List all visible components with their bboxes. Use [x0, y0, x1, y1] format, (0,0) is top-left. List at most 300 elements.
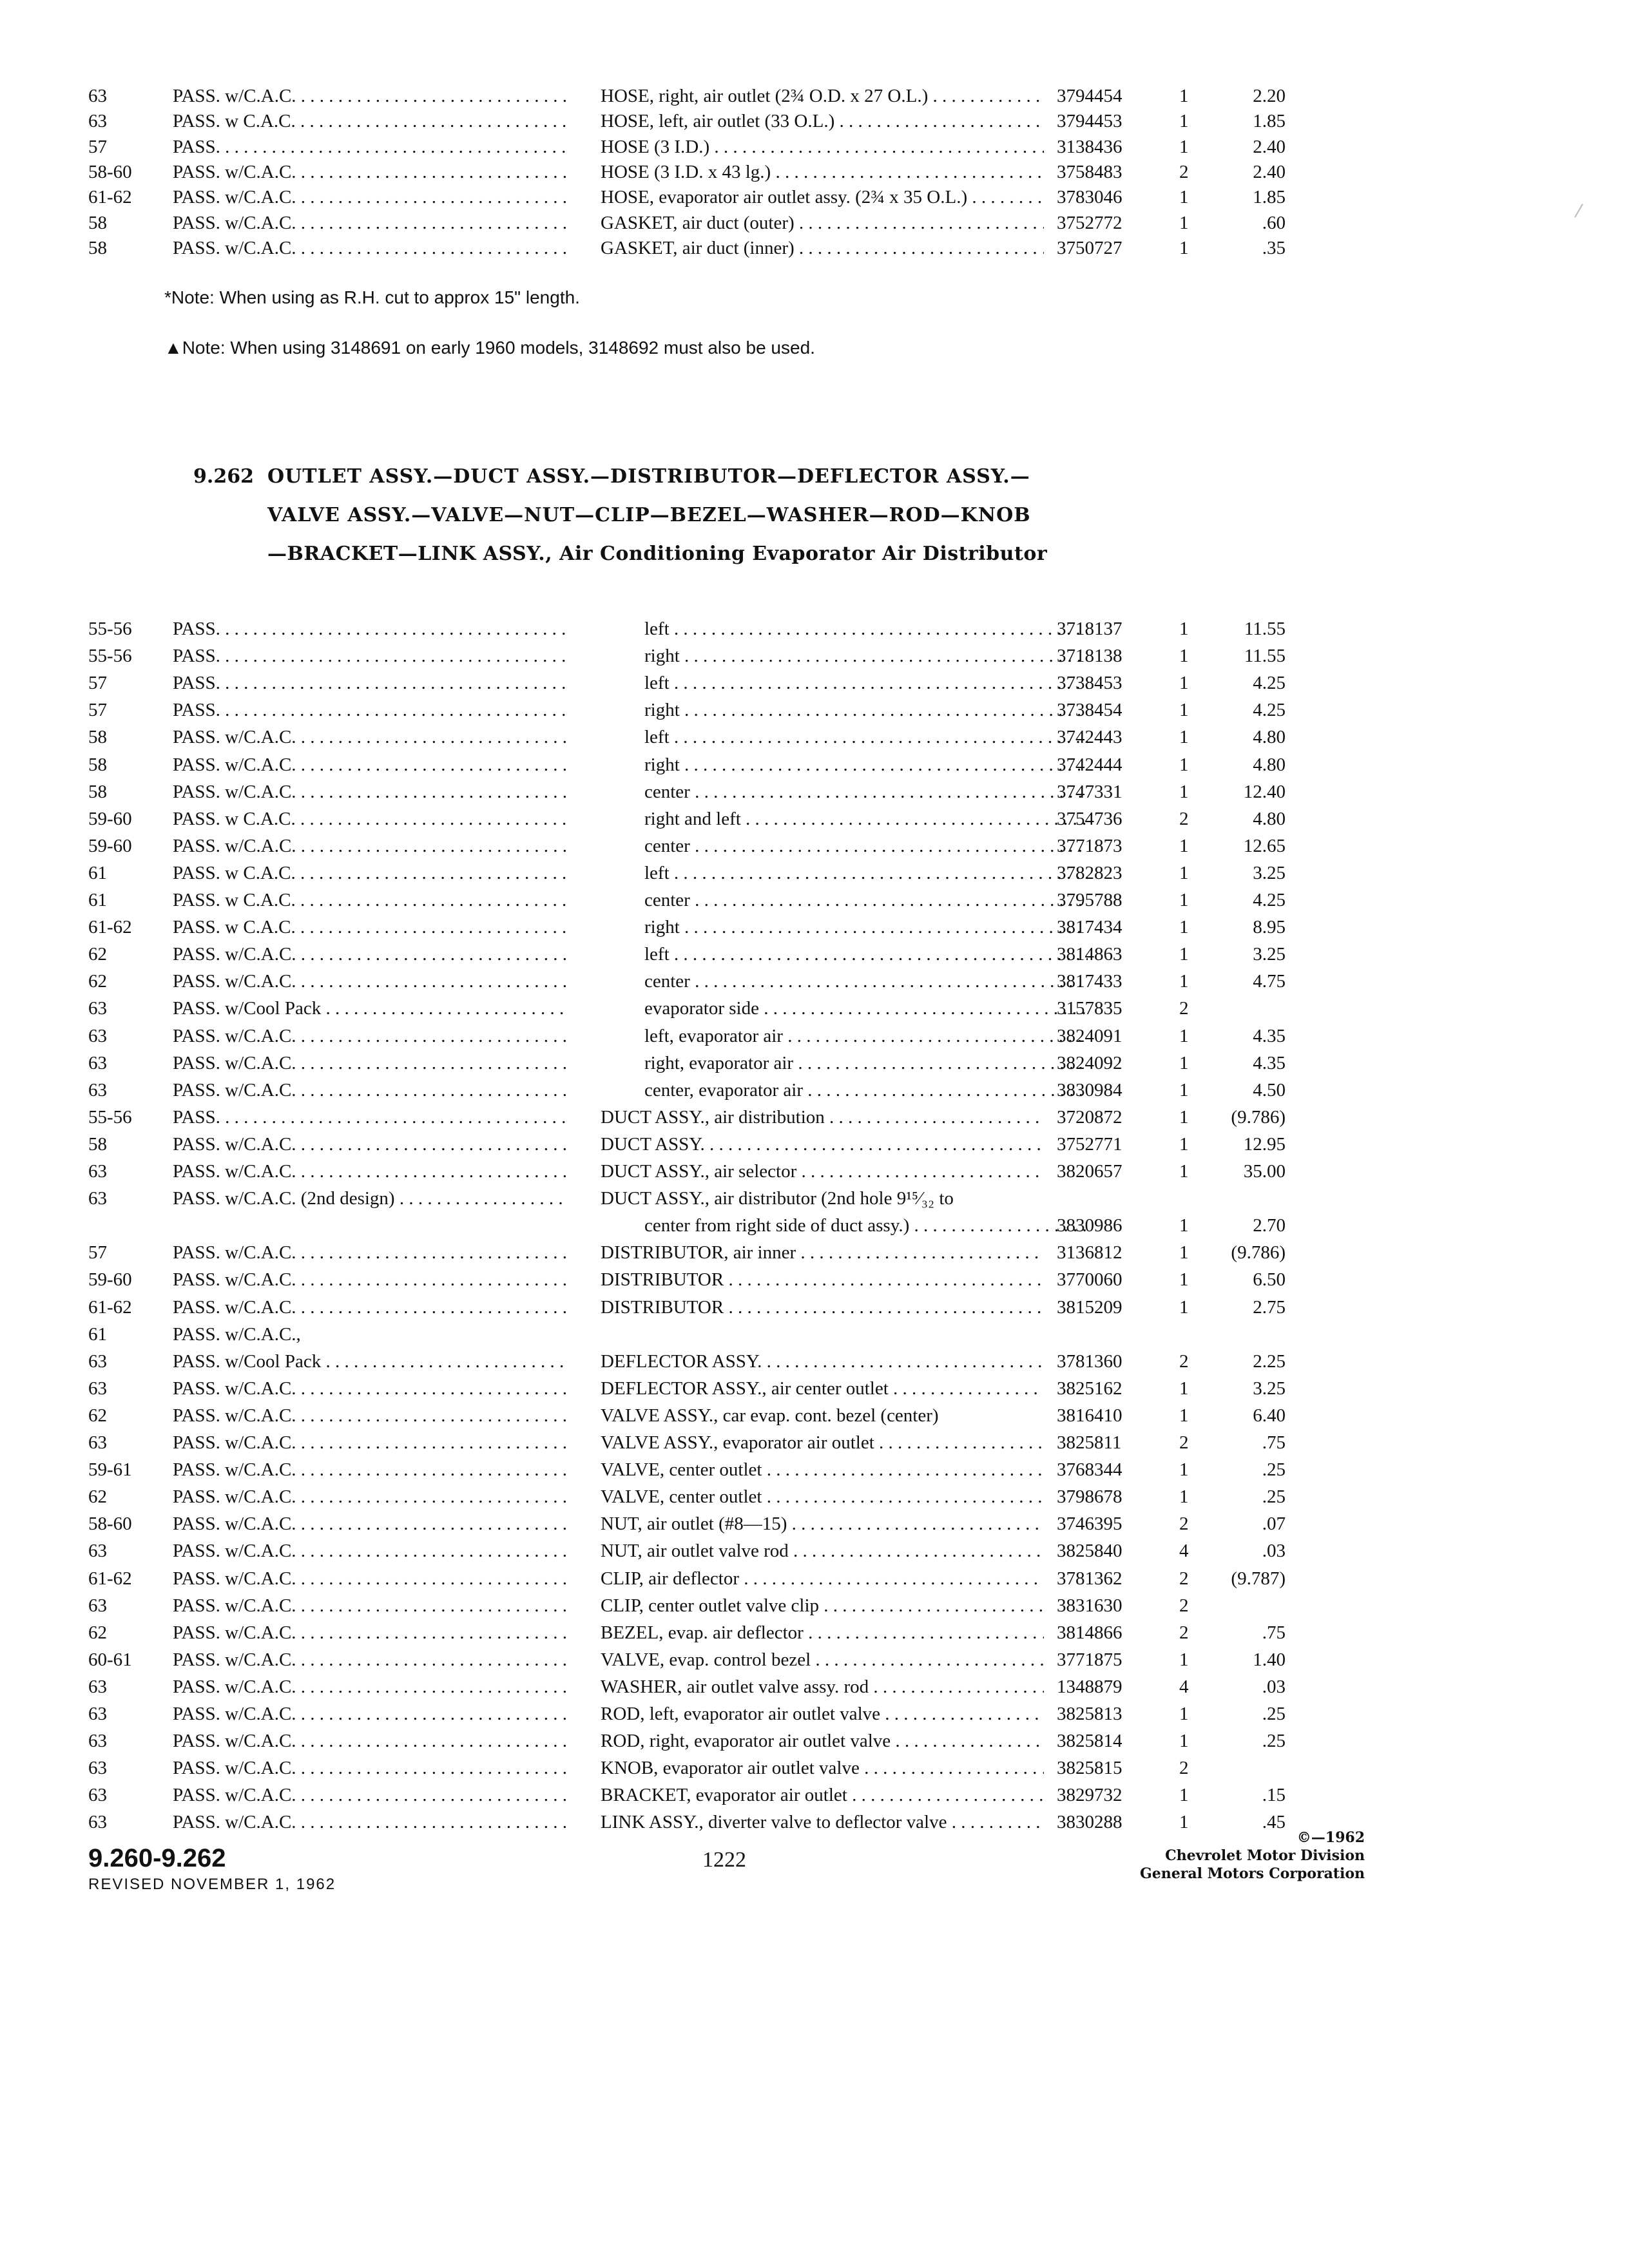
model-application: PASS. w/C.A.C. . . .: [173, 1429, 567, 1456]
part-number: 3817433: [1057, 971, 1123, 992]
part-number: 3817434: [1057, 917, 1123, 938]
table-row: [0, 1050, 1629, 1077]
part-number: 3815209: [1057, 1296, 1123, 1318]
model-year: 63: [88, 1052, 107, 1073]
model-application: PASS. w/C.A.C. . . .: [173, 941, 567, 968]
table-row: [0, 1782, 1629, 1809]
corporation-name: General Motors Corporation: [1139, 1865, 1365, 1882]
list-price: 4.25: [1253, 700, 1286, 721]
model-year: 62: [88, 1486, 107, 1508]
list-price: 6.40: [1253, 1405, 1286, 1426]
part-number: 3825815: [1057, 1758, 1123, 1779]
section-title-line-3: —BRACKET—LINK ASSY., Air Conditioning Evaporator Air Distributor: [267, 543, 1048, 565]
list-price: .75: [1262, 1622, 1286, 1643]
section-title-line-2: VALVE ASSY.—VALVE—NUT—CLIP—BEZEL—WASHER—ROD—KNOB: [267, 504, 1031, 526]
table-row: [0, 1266, 1629, 1293]
model-year: 57: [88, 700, 107, 721]
model-year: 58-60: [88, 1514, 132, 1535]
table-row: [0, 941, 1629, 968]
list-price: .35: [1262, 237, 1286, 258]
table-row: [0, 669, 1629, 697]
list-price: 4.35: [1253, 1052, 1286, 1073]
quantity: 1: [1179, 1106, 1189, 1128]
model-year: 55-56: [88, 1106, 132, 1128]
model-application: PASS. w/C.A.C. . . .: [173, 1131, 567, 1158]
part-number: 3830986: [1057, 1215, 1123, 1236]
table-row: [0, 697, 1629, 724]
part-description: DEFLECTOR ASSY., air center outlet . . .: [601, 1375, 1044, 1402]
part-number: 3747331: [1057, 781, 1123, 802]
part-description: DUCT ASSY., air distribution . . .: [601, 1104, 1044, 1131]
part-description: DUCT ASSY., air distributor (2nd hole 9¹⁵⁄₃₂ to: [601, 1188, 954, 1209]
table-row: [0, 133, 1629, 160]
list-price: 4.25: [1253, 890, 1286, 910]
table-row: [0, 778, 1629, 805]
quantity: 1: [1179, 646, 1189, 667]
list-price: 1.85: [1253, 111, 1286, 132]
part-number: 3771873: [1057, 835, 1123, 856]
quantity: 1: [1179, 1079, 1189, 1100]
model-year: 63: [88, 1378, 107, 1399]
model-application: PASS. w/C.A.C. . . .: [173, 1727, 567, 1754]
list-price: 12.65: [1243, 835, 1286, 856]
quantity: 1: [1179, 1785, 1189, 1806]
part-number: 3825162: [1057, 1378, 1123, 1399]
model-application: PASS. w/C.A.C. . . .: [173, 159, 567, 186]
model-year: 63: [88, 1432, 107, 1453]
model-year: 59-61: [88, 1459, 132, 1481]
quantity: 1: [1179, 1133, 1189, 1155]
part-number: 3824092: [1057, 1052, 1123, 1073]
part-number: 3830288: [1057, 1812, 1123, 1833]
table-row: [0, 1294, 1629, 1321]
table-row: [0, 805, 1629, 832]
list-price: .07: [1262, 1514, 1286, 1535]
part-number: 3814863: [1057, 944, 1123, 965]
quantity: 1: [1179, 890, 1189, 910]
part-description: DISTRIBUTOR, air inner . . .: [601, 1239, 1044, 1266]
copyright: ©—1962: [1296, 1829, 1365, 1846]
list-price: .25: [1262, 1731, 1286, 1752]
table-row: [0, 1077, 1629, 1104]
model-application: PASS. w/C.A.C. . . .: [173, 1673, 567, 1700]
note-rh-cut: *Note: When using as R.H. cut to approx 15" length.: [164, 287, 580, 307]
table-row: [0, 108, 1629, 135]
model-application: PASS. w/C.A.C. . . .: [173, 1266, 567, 1293]
part-description: HOSE (3 I.D.) . . .: [601, 133, 1044, 160]
quantity: 1: [1179, 1296, 1189, 1318]
model-application: PASS. w/Cool Pack . . .: [173, 1348, 567, 1375]
list-price: 3.25: [1253, 1378, 1286, 1399]
table-row: [0, 1429, 1629, 1456]
part-number: 3825811: [1057, 1432, 1122, 1453]
model-application: PASS. w/C.A.C. . . .: [173, 1619, 567, 1646]
list-price: 3.25: [1253, 944, 1286, 965]
list-price: .75: [1262, 1432, 1286, 1453]
list-price: .25: [1262, 1486, 1286, 1508]
part-number: 3781362: [1057, 1568, 1123, 1589]
footer-left: [88, 1843, 336, 1896]
quantity: 1: [1179, 727, 1189, 748]
model-year: 63: [88, 1785, 107, 1806]
table-row: [0, 642, 1629, 669]
model-application: PASS. w/C.A.C. . . .: [173, 1456, 567, 1483]
table-row: [0, 1131, 1629, 1158]
list-price: 6.50: [1253, 1269, 1286, 1291]
model-year: 61-62: [88, 1296, 132, 1318]
model-application: PASS. w/C.A.C. . . .: [173, 184, 567, 211]
list-price: 4.80: [1253, 754, 1286, 775]
model-application: PASS. w/Cool Pack . . .: [173, 995, 567, 1022]
table-row: [0, 724, 1629, 751]
list-price: 11.55: [1244, 646, 1286, 667]
part-description: right . . .: [644, 914, 1088, 941]
part-description: NUT, air outlet valve rod . . .: [601, 1537, 1044, 1564]
model-year: 55-56: [88, 646, 132, 667]
model-application: PASS. w/C.A.C. . . .: [173, 1375, 567, 1402]
model-application: PASS. . . .: [173, 669, 567, 697]
part-description: center . . .: [644, 778, 1088, 805]
model-application: PASS. . . .: [173, 1104, 567, 1131]
table-row: [0, 209, 1629, 236]
table-row: [0, 1754, 1629, 1782]
table-row: [0, 751, 1629, 778]
model-year: 61-62: [88, 1568, 132, 1589]
part-description: center . . .: [644, 832, 1088, 860]
part-number: 3795788: [1057, 890, 1123, 910]
part-number: 3136812: [1057, 1242, 1123, 1264]
list-price: 1.85: [1253, 187, 1286, 208]
part-description: right . . .: [644, 697, 1088, 724]
model-year: 63: [88, 1676, 107, 1697]
quantity: 2: [1179, 1350, 1189, 1372]
list-price: 2.40: [1253, 161, 1286, 182]
part-description: left . . .: [644, 724, 1088, 751]
quantity: 1: [1179, 1405, 1189, 1426]
table-row: [0, 1321, 1629, 1348]
part-description: right . . .: [644, 642, 1088, 669]
list-price: 4.25: [1253, 673, 1286, 694]
part-description: CLIP, air deflector . . .: [601, 1565, 1044, 1592]
model-application: PASS. w/C.A.C. . . .: [173, 724, 567, 751]
table-row: [0, 615, 1629, 642]
table-row: [0, 968, 1629, 995]
model-application: PASS. w/C.A.C. . . .: [173, 1510, 567, 1537]
part-number: 3825840: [1057, 1541, 1123, 1562]
model-application: PASS. w/C.A.C. . . .: [173, 209, 567, 236]
quantity: 4: [1179, 1676, 1189, 1697]
table-row: [0, 1158, 1629, 1185]
table-row: [0, 1023, 1629, 1050]
model-year: 63: [88, 1812, 107, 1833]
part-description: center . . .: [644, 887, 1088, 914]
table-row: [0, 1727, 1629, 1754]
model-application: PASS. w/C.A.C. . . .: [173, 1537, 567, 1564]
part-description: evaporator side . . .: [644, 995, 1088, 1022]
part-description: center . . .: [644, 968, 1088, 995]
model-year: 61-62: [88, 187, 132, 208]
quantity: 2: [1179, 1432, 1189, 1453]
table-row: [0, 1565, 1629, 1592]
part-number: 3720872: [1057, 1106, 1123, 1128]
model-year: 63: [88, 1350, 107, 1372]
model-application: PASS. w/C.A.C. . . .: [173, 1782, 567, 1809]
list-price: 11.55: [1244, 619, 1286, 639]
table-row: [0, 832, 1629, 860]
part-description: VALVE, center outlet . . .: [601, 1456, 1044, 1483]
note-early-1960: ▲Note: When using 3148691 on early 1960 models, 3148692 must also be used.: [164, 338, 815, 358]
model-application: PASS. . . .: [173, 642, 567, 669]
table-row: [0, 860, 1629, 887]
part-description: HOSE, left, air outlet (33 O.L.) . . .: [601, 108, 1044, 135]
table-row: [0, 1104, 1629, 1131]
quantity: 1: [1179, 754, 1189, 775]
part-number: 3758483: [1057, 161, 1123, 182]
table-row: [0, 1646, 1629, 1673]
list-price: 2.75: [1253, 1296, 1286, 1318]
part-description: left, evaporator air . . .: [644, 1023, 1088, 1050]
model-application: PASS. w C.A.C. . . .: [173, 887, 567, 914]
quantity: 1: [1179, 1486, 1189, 1508]
model-application: PASS. w/C.A.C. . . .: [173, 832, 567, 860]
part-number: 3752772: [1057, 212, 1123, 233]
model-application: PASS. . . .: [173, 697, 567, 724]
quantity: 1: [1179, 944, 1189, 965]
model-application: PASS. w/C.A.C. . . .: [173, 1077, 567, 1104]
part-number: 3820657: [1057, 1161, 1123, 1182]
table-row: [0, 1456, 1629, 1483]
model-year: 63: [88, 1025, 107, 1046]
table-row: [0, 159, 1629, 186]
quantity: 2: [1179, 998, 1189, 1019]
model-year: 58: [88, 781, 107, 802]
model-application: PASS. w/C.A.C. . . .: [173, 1646, 567, 1673]
list-price: 2.25: [1253, 1350, 1286, 1372]
part-description: DUCT ASSY. . . .: [601, 1131, 1044, 1158]
quantity: 1: [1179, 619, 1189, 639]
model-year: 63: [88, 1731, 107, 1752]
part-description: right and left . . .: [644, 805, 1088, 832]
part-number: 3830984: [1057, 1079, 1123, 1100]
model-year: 61: [88, 890, 107, 910]
model-application: PASS. w/C.A.C.,: [173, 1323, 301, 1345]
list-price: 1.40: [1253, 1649, 1286, 1670]
section-title-line-1: OUTLET ASSY.—DUCT ASSY.—DISTRIBUTOR—DEFLECTOR ASSY.—: [267, 465, 1030, 488]
table-row: [0, 914, 1629, 941]
part-description: VALVE ASSY., car evap. cont. bezel (center): [601, 1405, 939, 1426]
table-row: [0, 1348, 1629, 1375]
list-price: 2.20: [1253, 86, 1286, 106]
table-row: [0, 82, 1629, 110]
model-year: 62: [88, 1405, 107, 1426]
model-application: PASS. . . .: [173, 133, 567, 160]
publisher-block: [1140, 1829, 1365, 1883]
list-price: .45: [1262, 1812, 1286, 1833]
model-application: PASS. w/C.A.C. . . .: [173, 235, 567, 262]
part-number: 3138436: [1057, 136, 1123, 157]
model-application: PASS. w C.A.C. . . .: [173, 805, 567, 832]
table-row: [0, 1402, 1629, 1429]
part-description: VALVE ASSY., evaporator air outlet . . .: [601, 1429, 1044, 1456]
list-price: 4.75: [1253, 971, 1286, 992]
model-year: 57: [88, 1242, 107, 1264]
model-application: PASS. w/C.A.C. . . .: [173, 1592, 567, 1619]
model-year: 58: [88, 727, 107, 748]
quantity: 1: [1179, 136, 1189, 157]
list-price: 12.95: [1243, 1133, 1286, 1155]
model-year: 62: [88, 944, 107, 965]
part-description: DEFLECTOR ASSY. . . .: [601, 1348, 1044, 1375]
model-application: PASS. w/C.A.C. (2nd design) . . .: [173, 1185, 567, 1212]
quantity: 1: [1179, 1378, 1189, 1399]
quantity: 1: [1179, 212, 1189, 233]
division-name: Chevrolet Motor Division: [1165, 1847, 1365, 1864]
quantity: 2: [1179, 808, 1189, 829]
part-description: VALVE, evap. control bezel . . .: [601, 1646, 1044, 1673]
part-number: 3783046: [1057, 187, 1123, 208]
quantity: 1: [1179, 237, 1189, 258]
quantity: 1: [1179, 835, 1189, 856]
part-number: 3814866: [1057, 1622, 1123, 1643]
list-price: 35.00: [1243, 1161, 1286, 1182]
quantity: 1: [1179, 1269, 1189, 1291]
section-range: 9.260-9.262: [88, 1844, 226, 1872]
part-description: LINK ASSY., diverter valve to deflector valve . . .: [601, 1809, 1044, 1836]
model-application: PASS. w/C.A.C. . . .: [173, 1402, 567, 1429]
table-row: [0, 184, 1629, 211]
model-application: PASS. w/C.A.C. . . .: [173, 82, 567, 110]
part-number: 3781360: [1057, 1350, 1123, 1372]
model-application: PASS. w/C.A.C. . . .: [173, 1700, 567, 1727]
table-row: [0, 235, 1629, 262]
model-year: 63: [88, 1595, 107, 1616]
quantity: 1: [1179, 1215, 1189, 1236]
quantity: 1: [1179, 862, 1189, 883]
model-year: 63: [88, 998, 107, 1019]
model-year: 63: [88, 1079, 107, 1100]
model-application: PASS. w/C.A.C. . . .: [173, 1158, 567, 1185]
part-number: 3829732: [1057, 1785, 1123, 1806]
model-year: 57: [88, 673, 107, 694]
part-description: BRACKET, evaporator air outlet . . .: [601, 1782, 1044, 1809]
part-description: GASKET, air duct (outer) . . .: [601, 209, 1044, 236]
part-number: 3816410: [1057, 1405, 1123, 1426]
model-application: PASS. . . .: [173, 615, 567, 642]
part-number: 3825813: [1057, 1704, 1123, 1724]
part-number: 3771875: [1057, 1649, 1123, 1670]
model-application: PASS. w/C.A.C. . . .: [173, 1023, 567, 1050]
model-application: PASS. w/C.A.C. . . .: [173, 778, 567, 805]
table-row: [0, 1809, 1629, 1836]
revised-date: REVISED NOVEMBER 1, 1962: [88, 1876, 336, 1893]
part-description: NUT, air outlet (#8—15) . . .: [601, 1510, 1044, 1537]
part-description: left . . .: [644, 615, 1088, 642]
model-application: PASS. w/C.A.C. . . .: [173, 968, 567, 995]
list-price: 3.25: [1253, 862, 1286, 883]
model-year: 59-60: [88, 1269, 132, 1291]
quantity: 1: [1179, 673, 1189, 694]
quantity: 1: [1179, 1052, 1189, 1073]
model-year: 61: [88, 862, 107, 883]
part-description: KNOB, evaporator air outlet valve . . .: [601, 1754, 1044, 1782]
model-year: 62: [88, 971, 107, 992]
quantity: 1: [1179, 700, 1189, 721]
model-application: PASS. w C.A.C. . . .: [173, 860, 567, 887]
list-price: (9.786): [1231, 1242, 1286, 1264]
table-row: [0, 887, 1629, 914]
list-price: .25: [1262, 1459, 1286, 1481]
list-price: (9.787): [1231, 1568, 1286, 1589]
quantity: 2: [1179, 1514, 1189, 1535]
list-price: .60: [1262, 212, 1286, 233]
model-year: 61-62: [88, 917, 132, 938]
quantity: 1: [1179, 111, 1189, 132]
list-price: 4.80: [1253, 808, 1286, 829]
model-application: PASS. w/C.A.C. . . .: [173, 751, 567, 778]
model-year: 57: [88, 136, 107, 157]
model-application: PASS. w/C.A.C. . . .: [173, 1294, 567, 1321]
model-application: PASS. w C.A.C. . . .: [173, 914, 567, 941]
model-year: 59-60: [88, 835, 132, 856]
part-description: left . . .: [644, 860, 1088, 887]
table-row: [0, 1483, 1629, 1510]
part-number: 3831630: [1057, 1595, 1123, 1616]
model-year: 63: [88, 1541, 107, 1562]
quantity: 1: [1179, 1242, 1189, 1264]
part-description: DISTRIBUTOR . . .: [601, 1294, 1044, 1321]
part-number: 3794454: [1057, 86, 1123, 106]
part-description: DUCT ASSY., air selector . . .: [601, 1158, 1044, 1185]
part-description: center from right side of duct assy.) . . .: [644, 1212, 1088, 1239]
part-description: right . . .: [644, 751, 1088, 778]
part-number: 3794453: [1057, 111, 1123, 132]
part-number: 3738454: [1057, 700, 1123, 721]
list-price: 2.70: [1253, 1215, 1286, 1236]
list-price: 4.80: [1253, 727, 1286, 748]
table-row: [0, 1700, 1629, 1727]
quantity: 2: [1179, 1568, 1189, 1589]
part-description: HOSE (3 I.D. x 43 lg.) . . .: [601, 159, 1044, 186]
list-price: .03: [1262, 1676, 1286, 1697]
quantity: 1: [1179, 1731, 1189, 1752]
part-number: 3157835: [1057, 998, 1123, 1019]
model-application: PASS. w/C.A.C. . . .: [173, 1754, 567, 1782]
quantity: 1: [1179, 917, 1189, 938]
list-price: 2.40: [1253, 136, 1286, 157]
part-number: 3782823: [1057, 862, 1123, 883]
table-row: [0, 1673, 1629, 1700]
table-row: [0, 995, 1629, 1022]
model-application: PASS. w/C.A.C. . . .: [173, 1050, 567, 1077]
part-number: 3718138: [1057, 646, 1123, 667]
quantity: 1: [1179, 1025, 1189, 1046]
part-number: 3825814: [1057, 1731, 1123, 1752]
model-application: PASS. w/C.A.C. . . .: [173, 1239, 567, 1266]
part-description: GASKET, air duct (inner) . . .: [601, 235, 1044, 262]
quantity: 1: [1179, 1704, 1189, 1724]
part-description: left . . .: [644, 941, 1088, 968]
part-description: BEZEL, evap. air deflector . . .: [601, 1619, 1044, 1646]
model-year: 63: [88, 1758, 107, 1779]
part-number: 3754736: [1057, 808, 1123, 829]
part-description: WASHER, air outlet valve assy. rod . . .: [601, 1673, 1044, 1700]
list-price: .15: [1262, 1785, 1286, 1806]
list-price: .03: [1262, 1541, 1286, 1562]
part-number: 3798678: [1057, 1486, 1123, 1508]
table-row: [0, 1510, 1629, 1537]
part-number: 3742443: [1057, 727, 1123, 748]
quantity: 1: [1179, 187, 1189, 208]
